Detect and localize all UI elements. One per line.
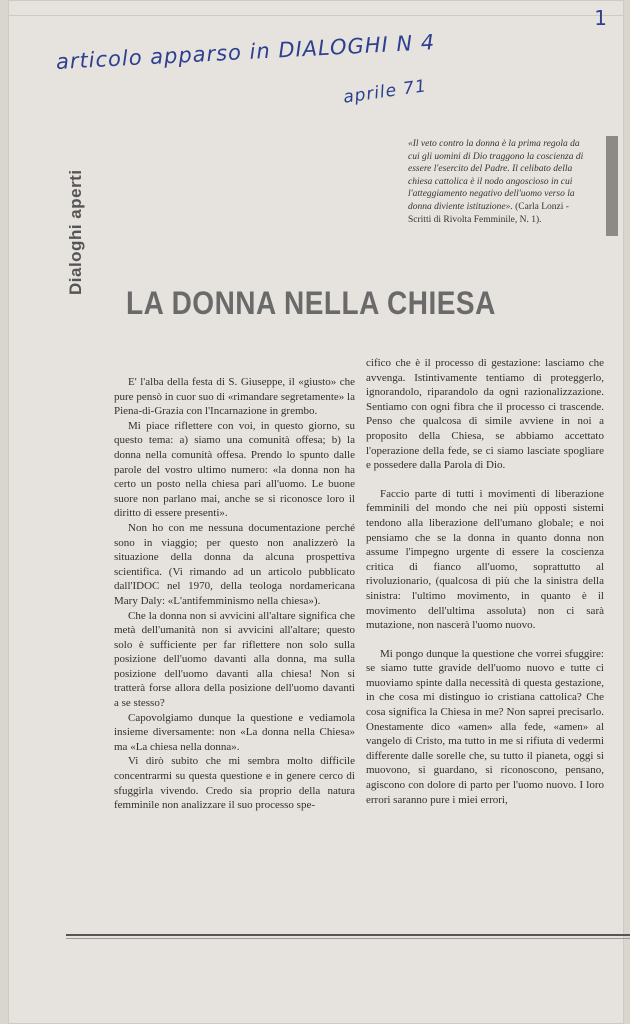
epigraph-source: (Carla Lonzi - Scritti di Rivolta Femminile, N. 1). (408, 201, 569, 225)
paragraph: Mi piace riflettere con voi, in questo giorno, su questo tema: a) siamo una comunità offesa; b) la donna nella comunità offesa. Prendo lo spunto dalle parole del vostro ultimo numero: «la donna non ha certo un posto nella chiesa pari all'uomo. Le buone suore non parlano mai, anche se si riconosce loro il diritto di essere presenti». (114, 419, 355, 520)
article-headline: LA DONNA NELLA CHIESA (126, 285, 496, 321)
paragraph: Mi pongo dunque la questione che vorrei sfuggire: se siamo tutte gravide dell'uomo nuovo e tutte ci muoviamo spinte dalla necessità di questa gestazione, in che cosa mi distinguo io cristiana cattolica? Che cosa significa la Chiesa in me? Non saprei precisarlo. Onestamente dico «amen» alla fede, «amen» al vangelo di Cristo, ma tutto in me si rifiuta di vedermi differente dalle sorelle che, su tutto il pianeta, oggi si muovono, si guardano, si riconoscono, pensano, agiscono con dolore di parto per l'uomo nuovo. I loro errori saranno pure i miei errori, (366, 647, 604, 806)
article-column-1 (114, 375, 355, 813)
handwritten-note-source: articolo apparso in DIALOGHI N 4 (55, 30, 436, 74)
top-edge-line (8, 15, 624, 16)
page-number: 1 (594, 6, 608, 30)
epigraph (408, 138, 593, 226)
paragraph: Non ho con me nessuna documentazione perché sono in viaggio; per questo non analizzerò la situazione della donna da alcuna prospettiva scientifica. (Vi rimando ad un articolo pubblicato dall'IDOC nel 1970, della teologa nordamericana Mary Daly: «L'antifemminismo nella chiesa»). (114, 521, 355, 607)
article-column-2 (366, 356, 604, 807)
paragraph: Faccio parte di tutti i movimenti di liberazione femminili del mondo che nei più opposti sistemi tendono alla liberazione dell'umano globale; e noi pensiamo che se la donna in quanto donna non assume l'impegno urgente di essere la coscienza critica di fianco all'uomo, soprattutto al rivoluzionario, (qualcosa di più che la sinistra della sinistra: l'ultimo movimento, in quanto è il movimento dell'ultima assoluta) non ci sarà mutazione, non nascerà l'uomo nuovo. (366, 487, 604, 632)
document-page (8, 0, 624, 1024)
epigraph-text: «Il veto contro la donna è la prima regola da cui gli uomini di Dio traggono la coscienza di essere l'esercito del Padre. Il celibato della chiesa cattolica è il nodo angoscioso in cui l'atteggiamento negativo dell'uomo verso la donna diviente istituzione». (408, 139, 584, 212)
paragraph: cifico che è il processo di gestazione: lasciamo che avvenga. Istintivamente tentiamo di proteggerlo, ignorandolo, riparandolo da ogni razionalizzazione. Sentiamo con ogni fibra che il processo ci trascende. Penso che qualcosa di simile avviene in noi a proposito della Chiesa, se abbiamo accettato l'operazione della fede, se ci siamo lasciate spogliare e possedere dalla Parola di Dio. (366, 357, 604, 472)
section-label-text: Dialoghi aperti (66, 169, 85, 295)
binding-strip (606, 136, 618, 236)
paragraph: Che la donna non si avvicini all'altare significa che metà dell'umanità non si avvicini all'altare; questo solo è sufficiente per far riflettere non solo sulla posizione dell'uomo davanti alla donna, ma sulla posizione dell'uomo davanti alla chiesa! Non si tratterà forse allora della posizione dell'uomo davanti a se stesso? (114, 609, 355, 710)
bottom-rule (66, 934, 630, 936)
handwritten-note-date: aprile 71 (342, 76, 429, 108)
paragraph: E' l'alba della festa di S. Giuseppe, il «giusto» che pure pensò in cuor suo di «rimandare segretamente» la Piena-di-Grazia con l'Incarnazione in grembo. (114, 376, 355, 418)
bottom-rule-thin (66, 938, 630, 939)
paragraph: Capovolgiamo dunque la questione e vediamola insieme diversamente: non «La donna nella Chiesa» ma «La chiesa nella donna». (114, 711, 355, 753)
paragraph: Vi dirò subito che mi sembra molto difficile concentrarmi su questa questione e in genere cerco di sfuggirla vivendo. Credo sia proprio della natura femminile non analizzare il suo processo spe- (114, 755, 355, 812)
section-label (66, 155, 94, 295)
